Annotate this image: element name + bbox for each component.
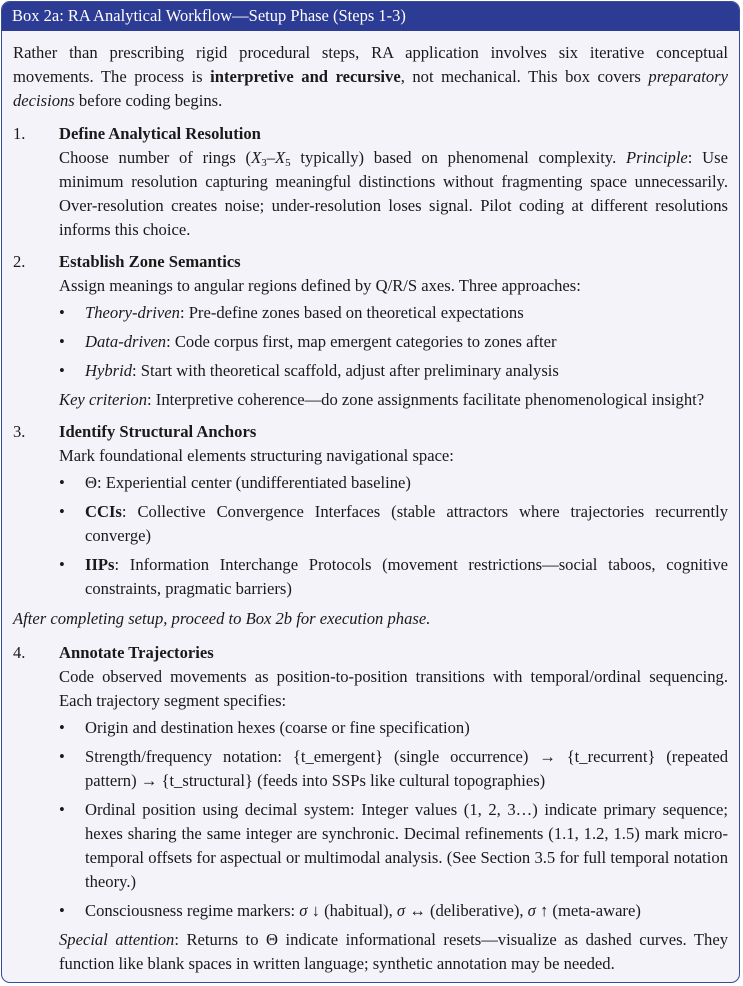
item-text: Origin and destination hexes (coarse or fine specification) xyxy=(85,718,470,737)
step-number: 2. xyxy=(13,252,26,271)
bullet-icon: • xyxy=(59,555,65,574)
note-label: Key criterion xyxy=(59,390,148,409)
step-description xyxy=(59,146,728,242)
intro-italic: preparatory decisions xyxy=(13,67,728,110)
item-text: Ordinal position using decimal system: Integer values (1, 2, 3…) indicate primary sequence; hexes sharing the same integer are synchronic. Decimal refinements (1.1, 1.2, 1.5) mark micro-temporal offsets for aspectual or multimodal analysis. (See Section 3.5 for full temporal notation theory.) xyxy=(85,800,728,891)
item-text: : Code corpus first, map emergent categories to zones after xyxy=(166,332,557,351)
math-var: X xyxy=(251,148,262,167)
note-text: : Returns to Θ indicate informational resets—visualize as dashed curves. They function like blank spaces in written language; synthetic annotation may be needed. xyxy=(59,930,729,973)
principle-label: Principle xyxy=(626,148,688,167)
step-title: Define Analytical Resolution xyxy=(59,124,261,143)
item-text: ↔ (deliberative), xyxy=(405,901,528,920)
subscript: 5 xyxy=(285,157,291,169)
sigma-symbol: σ xyxy=(299,901,308,920)
step-number: 4. xyxy=(13,643,26,662)
list-item xyxy=(59,471,728,495)
math-var: X xyxy=(275,148,286,167)
list-item xyxy=(59,330,728,354)
item-label: Θ xyxy=(85,473,97,492)
step-title: Annotate Trajectories xyxy=(59,643,214,662)
text: Choose number of rings ( xyxy=(59,148,252,167)
step-3 xyxy=(13,420,728,601)
item-label: Theory-driven xyxy=(85,303,180,322)
sigma-symbol: σ xyxy=(396,901,406,920)
item-text: Strength/frequency notation: {t_emergent} (single occurrence) → {t_recurrent} (repeated pattern) → {t_structural} (feeds into SSPs like cultural topographies) xyxy=(85,747,728,790)
key-criterion-note xyxy=(59,388,728,412)
sigma-symbol: σ xyxy=(527,901,536,920)
step-description: Mark foundational elements structuring navigational space: xyxy=(59,446,454,465)
step-number: 1. xyxy=(13,124,26,143)
item-label: Hybrid xyxy=(85,361,133,380)
list-item xyxy=(59,359,728,383)
bullet-icon: • xyxy=(59,800,65,819)
list-item xyxy=(59,500,728,548)
anchor-list xyxy=(59,471,728,601)
item-text: Consciousness regime markers: xyxy=(85,901,300,920)
item-text: : Experiential center (undifferentiated baseline) xyxy=(96,473,411,492)
bullet-icon: • xyxy=(59,303,65,322)
intro-text: Rather than prescribing rigid procedural steps, RA application involves six iterative conceptual movements. The process is xyxy=(13,43,728,86)
list-item xyxy=(59,716,728,740)
item-text: ↑ (meta-aware) xyxy=(535,901,641,920)
intro-text: before coding begins. xyxy=(74,91,223,110)
text: – xyxy=(266,148,276,167)
workflow-box xyxy=(1,1,740,983)
note-label: Special attention xyxy=(59,930,175,949)
trajectory-spec-list xyxy=(59,716,728,923)
box-body xyxy=(2,31,739,976)
step-1 xyxy=(13,122,728,242)
bullet-icon: • xyxy=(59,473,65,492)
text: typically) based on phenomenal complexity. xyxy=(290,148,627,167)
after-setup-note: After completing setup, proceed to Box 2b for execution phase. xyxy=(13,609,431,628)
item-text: : Information Interchange Protocols (movement restrictions—social taboos, cognitive constraints, pragmatic barriers) xyxy=(85,555,728,598)
special-attention-note xyxy=(59,928,728,976)
box-title: Box 2a: RA Analytical Workflow—Setup Phase (Steps 1-3) xyxy=(2,2,739,31)
text: : Use minimum resolution capturing meaningful distinctions without fragmenting space unnecessarily. Over-resolution creates noise; under-resolution loses signal. Pilot coding at different resolutions informs this choice. xyxy=(59,148,728,239)
bullet-icon: • xyxy=(59,901,65,920)
subscript: 3 xyxy=(261,157,267,169)
list-item xyxy=(59,553,728,601)
step-description: Code observed movements as position-to-position transitions with temporal/ordinal sequencing. Each trajectory segment specifies: xyxy=(59,667,728,710)
bullet-icon: • xyxy=(59,502,65,521)
bullet-icon: • xyxy=(59,332,65,351)
item-label: Data-driven xyxy=(85,332,167,351)
item-text: : Collective Convergence Interfaces (stable attractors where trajectories recurrently converge) xyxy=(85,502,728,545)
item-text: : Pre-define zones based on theoretical expectations xyxy=(179,303,524,322)
step-number: 3. xyxy=(13,422,26,441)
list-item xyxy=(59,798,728,894)
item-text: ↓ (habitual), xyxy=(307,901,397,920)
bullet-icon: • xyxy=(59,718,65,737)
list-item xyxy=(59,899,728,923)
item-text: : Start with theoretical scaffold, adjust after preliminary analysis xyxy=(132,361,559,380)
intro-paragraph xyxy=(13,41,728,113)
approach-list xyxy=(59,301,728,383)
step-title: Establish Zone Semantics xyxy=(59,252,241,271)
intro-text: , not mechanical. This box covers xyxy=(400,67,649,86)
note-text: : Interpretive coherence—do zone assignments facilitate phenomenological insight? xyxy=(147,390,705,409)
list-item xyxy=(59,745,728,793)
step-2 xyxy=(13,250,728,412)
step-4 xyxy=(13,641,728,976)
intro-emphasis: interpretive and recursive xyxy=(210,67,401,86)
list-item xyxy=(59,301,728,325)
item-label: CCIs xyxy=(85,502,122,521)
bullet-icon: • xyxy=(59,361,65,380)
bullet-icon: • xyxy=(59,747,65,766)
item-label: IIPs xyxy=(85,555,115,574)
step-description: Assign meanings to angular regions defined by Q/R/S axes. Three approaches: xyxy=(59,276,581,295)
step-title: Identify Structural Anchors xyxy=(59,422,257,441)
